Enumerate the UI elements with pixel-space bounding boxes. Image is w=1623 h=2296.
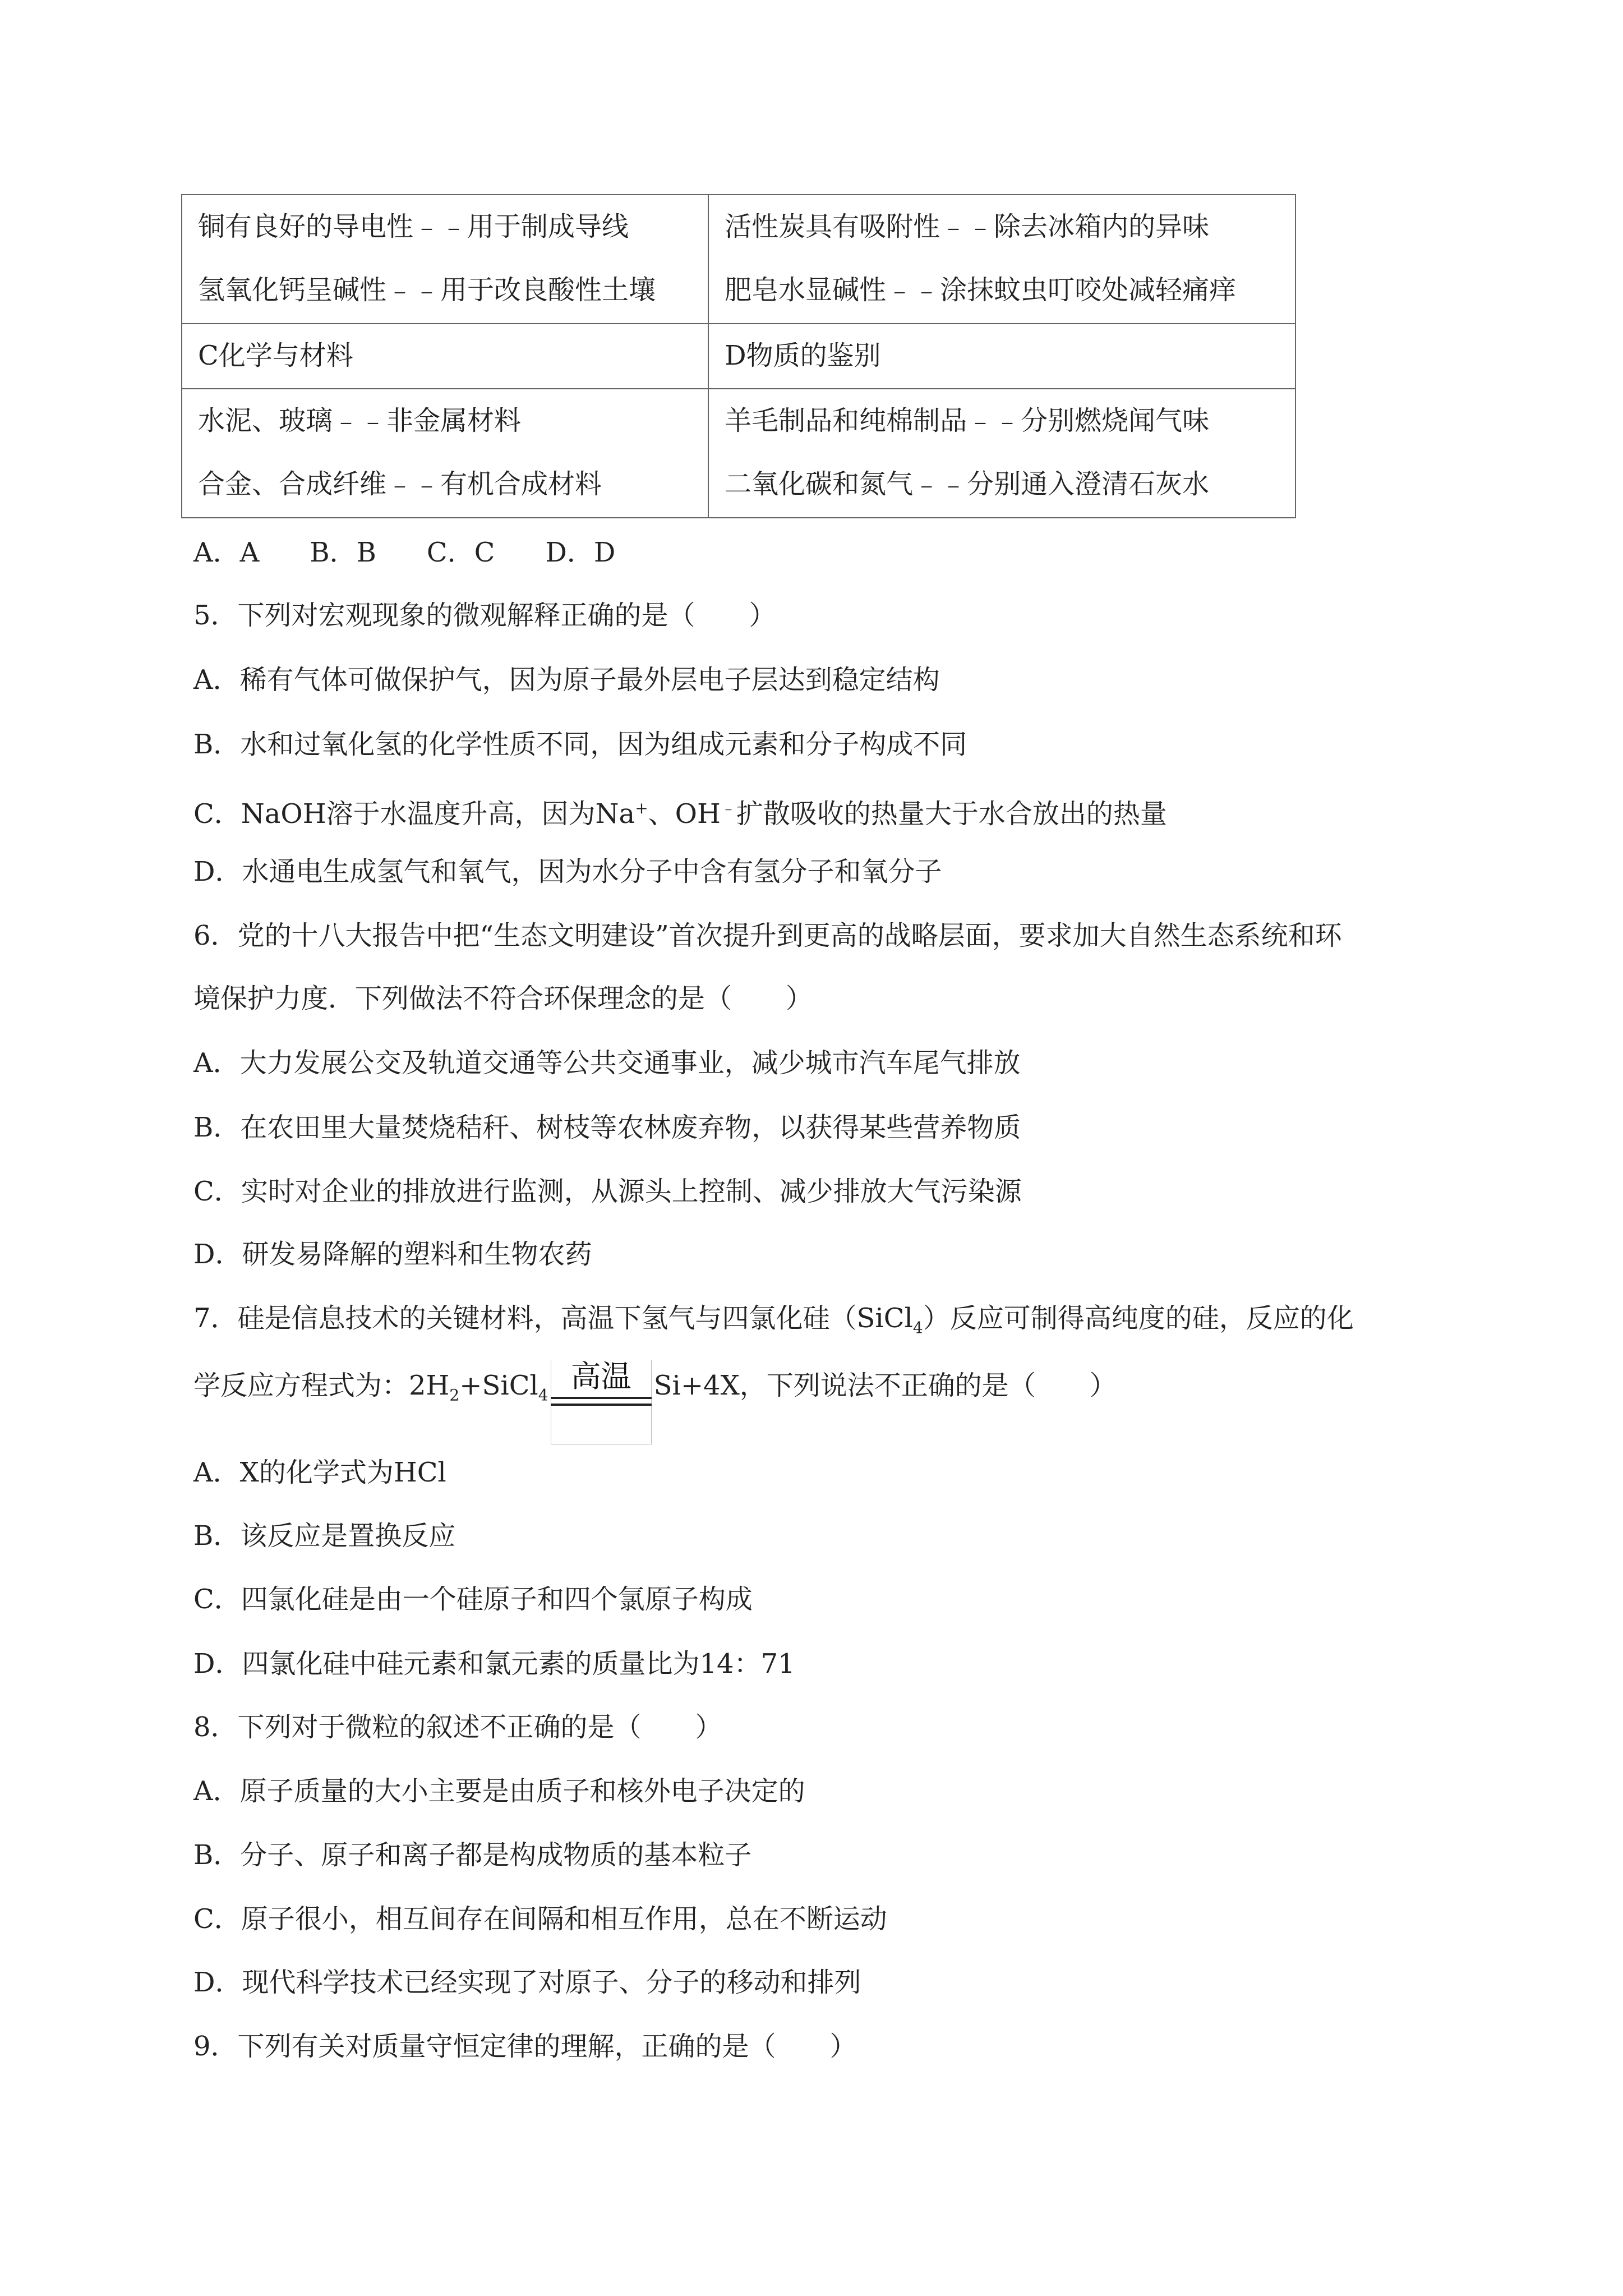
q5-option-a: A．稀有气体可做保护气，因为原子最外层电子层达到稳定结构 [193,664,940,696]
cell-line: 水泥、玻璃﹣﹣非金属材料 [198,404,522,436]
table-cell [708,389,1295,518]
q5-option-d: D．水通电生成氢气和氧气，因为水分子中含有氢分子和氧分子 [193,856,942,887]
cell-line: 肥皂水显碱性﹣﹣涂抹蚊虫叮咬处减轻痛痒 [725,274,1237,306]
q6-option-a: A．大力发展公交及轨道交通等公共交通事业，减少城市汽车尾气排放 [193,1047,1021,1079]
q9-stem: 9．下列有关对质量守恒定律的理解，正确的是（ ） [193,2031,857,2062]
q6-stem-line2: 境保护力度．下列做法不符合环保理念的是（ ） [193,983,813,1014]
option-c: C．C [426,537,495,568]
q8-option-a: A．原子质量的大小主要是由质子和核外电子决定的 [193,1775,805,1807]
text: +SiCl [459,1370,538,1401]
subscript: 4 [538,1386,548,1405]
table-row [182,324,1295,388]
text: Si+4X，下列说法不正确的是（ ） [653,1370,1117,1401]
q6-option-b: B．在农田里大量焚烧秸秆、树枝等农林废弃物，以获得某些营养物质 [193,1112,1021,1143]
table-cell [708,195,1295,324]
q5-stem: 5．下列对宏观现象的微观解释正确的是（ ） [193,600,776,631]
cell-header: C化学与材料 [198,340,353,372]
table-header-cell [182,324,708,388]
cell-header: D物质的鉴别 [725,340,881,372]
q8-option-b: B．分子、原子和离子都是构成物质的基本粒子 [193,1839,752,1871]
superscript: + [635,799,648,817]
equals-bar [551,1404,652,1406]
option-d: D．D [545,537,616,568]
table-cell [182,195,708,324]
q8-option-d: D．现代科学技术已经实现了对原子、分子的移动和排列 [193,1967,861,1998]
table-header-cell [708,324,1295,388]
table-row [182,389,1295,518]
q6-option-d: D．研发易降解的塑料和生物农药 [193,1239,592,1270]
reaction-condition: 高温 [570,1358,631,1394]
equals-bar [551,1397,652,1399]
q6-option-c: C．实时对企业的排放进行监测，从源头上控制、减少排放大气污染源 [193,1176,1022,1207]
text: 学反应方程式为：2H [193,1370,450,1401]
cell-line: 氢氧化钙呈碱性﹣﹣用于改良酸性土壤 [198,274,656,306]
text: C．NaOH溶于水温度升高，因为Na [193,798,635,830]
q5-option-b: B．水和过氧化氢的化学性质不同，因为组成元素和分子构成不同 [193,729,967,760]
cell-line: 合金、合成纤维﹣﹣有机合成材料 [198,468,602,500]
option-b: B．B [310,537,376,568]
q4-options [193,536,666,569]
table-row [182,195,1295,324]
q8-option-c: C．原子很小，相互间存在间隔和相互作用，总在不断运动 [193,1903,887,1935]
text: ）反应可制得高纯度的硅，反应的化 [923,1303,1354,1334]
q7-option-d: D．四氯化硅中硅元素和氯元素的质量比为14：71 [193,1648,795,1680]
cell-line: 二氧化碳和氮气﹣﹣分别通入澄清石灰水 [725,468,1210,500]
answer-table [181,194,1296,518]
cell-line: 活性炭具有吸附性﹣﹣除去冰箱内的异味 [725,211,1210,242]
subscript: 2 [449,1386,460,1405]
text: 7．硅是信息技术的关键材料，高温下氢气与四氯化硅（SiCl [193,1303,913,1334]
superscript: ﹣ [720,799,736,817]
q7-stem-line1 [193,1301,1354,1345]
q6-stem-line1: 6．党的十八大报告中把“生态文明建设”首次提升到更高的战略层面，要求加大自然生态系统和环 [193,920,1342,951]
text: 、OH [648,798,721,830]
q7-option-c: C．四氯化硅是由一个硅原子和四个氯原子构成 [193,1584,753,1615]
text: 扩散吸收的热量大于水合放出的热量 [736,798,1167,830]
q5-option-c [193,792,1167,831]
q8-stem: 8．下列对于微粒的叙述不正确的是（ ） [193,1711,722,1743]
subscript: 4 [912,1318,923,1337]
q7-option-b: B．该反应是置换反应 [193,1520,456,1552]
cell-line: 铜有良好的导电性﹣﹣用于制成导线 [198,211,629,242]
table-cell [182,389,708,518]
cell-line: 羊毛制品和纯棉制品﹣﹣分别燃烧闻气味 [725,404,1210,436]
option-a: A．A [193,537,260,568]
q7-equation-line [193,1358,1117,1424]
reaction-arrow [551,1360,652,1416]
q7-option-a: A．X的化学式为HCl [193,1457,446,1488]
